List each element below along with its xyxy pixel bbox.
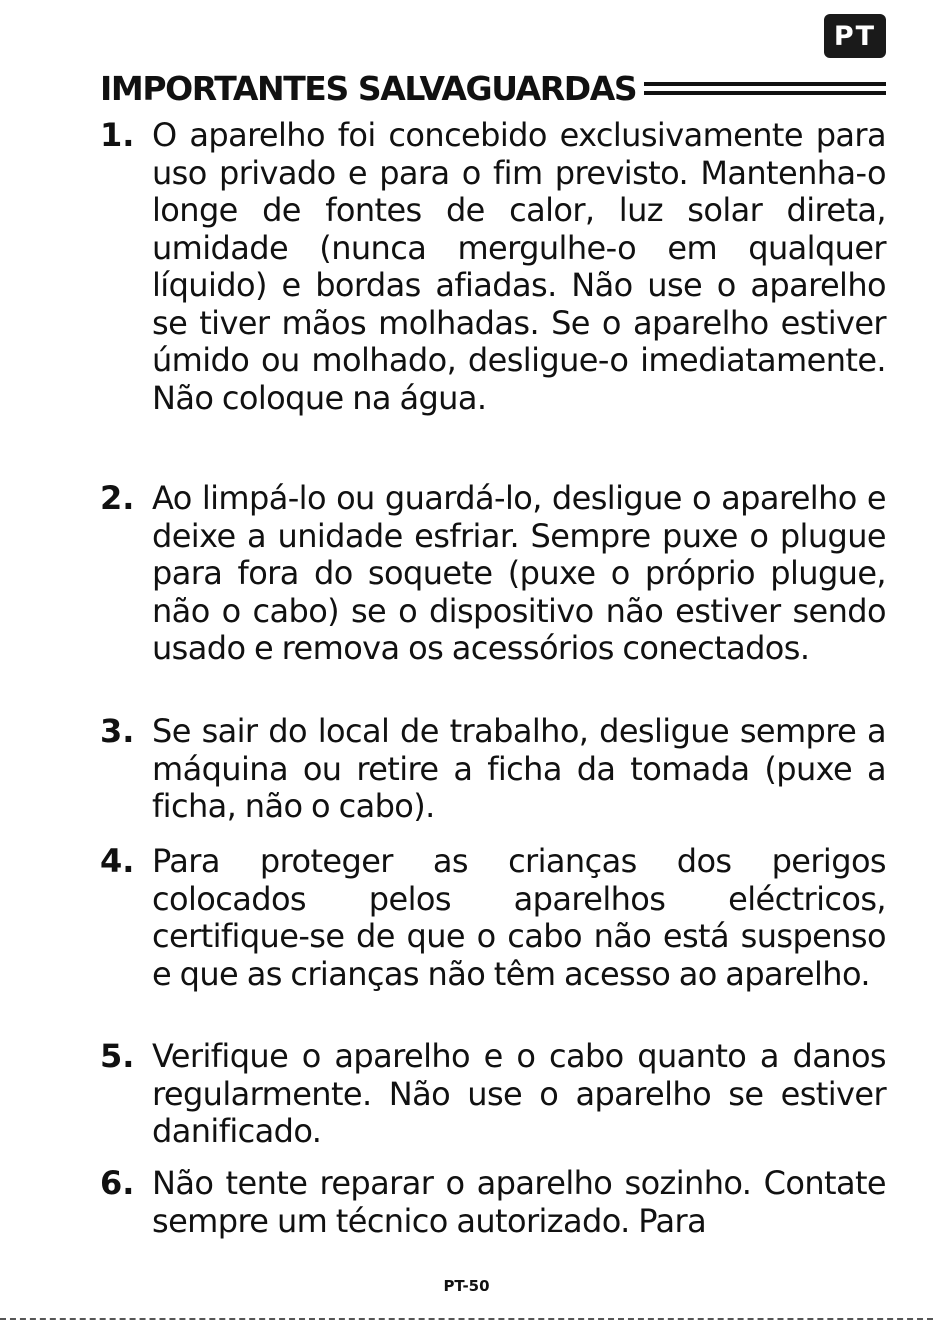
list-item xyxy=(100,117,886,480)
item-text: Se sair do local de trabalho, desligue sempre a máquina ou retire a ficha da tomada (puxe a ficha, não o cabo). xyxy=(152,712,886,825)
safeguards-list xyxy=(100,117,886,1245)
list-item xyxy=(100,843,886,1038)
page-number: PT-50 xyxy=(443,1277,490,1295)
list-item xyxy=(100,1165,886,1245)
item-number: 1. xyxy=(100,116,135,154)
heading-double-rule xyxy=(644,82,886,95)
page-title: IMPORTANTES SALVAGUARDAS xyxy=(100,68,637,108)
item-number: 3. xyxy=(100,712,135,750)
list-item xyxy=(100,480,886,713)
item-number: 6. xyxy=(100,1164,135,1202)
item-text: Não tente reparar o aparelho sozinho. Contate sempre um técnico autorizado. Para xyxy=(152,1164,886,1240)
item-text: Ao limpá-lo ou guardá-lo, desligue o aparelho e deixe a unidade esfriar. Sempre puxe o plugue para fora do soquete (puxe o próprio plugue, não o cabo) se o dispositivo não estiver sendo usado e remova os acessórios conectados. xyxy=(152,479,886,667)
list-item xyxy=(100,1038,886,1165)
language-tab: PT xyxy=(824,14,886,58)
item-text: O aparelho foi concebido exclusivamente para uso privado e para o fim previsto. Mantenha-o longe de fontes de calor, luz solar direta, umidade (nunca mergulhe-o em qualquer líquido) e bordas afiadas. Não use o aparelho se tiver mãos molhadas. Se o aparelho estiver úmido ou molhado, desligue-o imediatamente. Não coloque na água. xyxy=(152,116,886,417)
bottom-divider xyxy=(0,1318,933,1320)
list-item xyxy=(100,713,886,843)
item-text: Para proteger as crianças dos perigos colocados pelos aparelhos eléctricos, certifique-se de que o cabo não está suspenso e que as crianças não têm acesso ao aparelho. xyxy=(152,842,886,993)
item-number: 2. xyxy=(100,479,135,517)
item-text: Verifique o aparelho e o cabo quanto a danos regularmente. Não use o aparelho se estiver danificado. xyxy=(152,1037,886,1150)
heading-row xyxy=(100,66,886,110)
item-number: 4. xyxy=(100,842,135,880)
item-number: 5. xyxy=(100,1037,135,1075)
